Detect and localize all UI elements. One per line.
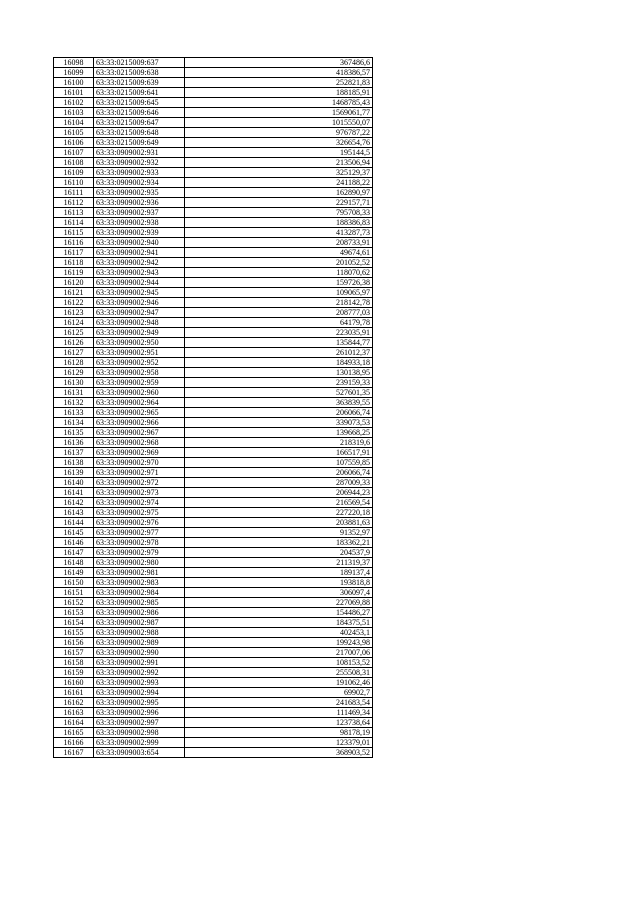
table-row bbox=[54, 318, 373, 328]
cadastral-value-cell: 204537,9 bbox=[185, 548, 373, 558]
cadastral-number-cell: 63:33:0909002:952 bbox=[94, 358, 185, 368]
cadastral-number-cell: 63:33:0909002:997 bbox=[94, 718, 185, 728]
row-number-cell: 16167 bbox=[54, 748, 94, 758]
row-number-cell: 16126 bbox=[54, 338, 94, 348]
cadastral-value-cell: 191062,46 bbox=[185, 678, 373, 688]
cadastral-value-cell: 216569,54 bbox=[185, 498, 373, 508]
cadastral-value-cell: 184933,18 bbox=[185, 358, 373, 368]
cadastral-value-cell: 227069,88 bbox=[185, 598, 373, 608]
row-number-cell: 16100 bbox=[54, 78, 94, 88]
row-number-cell: 16146 bbox=[54, 538, 94, 548]
cadastral-value-cell: 255508,31 bbox=[185, 668, 373, 678]
cadastral-value-cell: 109065,97 bbox=[185, 288, 373, 298]
table-row bbox=[54, 78, 373, 88]
cadastral-number-cell: 63:33:0909002:977 bbox=[94, 528, 185, 538]
row-number-cell: 16155 bbox=[54, 628, 94, 638]
cadastral-value-cell: 195144,5 bbox=[185, 148, 373, 158]
cadastral-value-cell: 418386,57 bbox=[185, 68, 373, 78]
table-row bbox=[54, 378, 373, 388]
cadastral-number-cell: 63:33:0909002:959 bbox=[94, 378, 185, 388]
cadastral-number-cell: 63:33:0909002:990 bbox=[94, 648, 185, 658]
row-number-cell: 16130 bbox=[54, 378, 94, 388]
table-row bbox=[54, 718, 373, 728]
cadastral-number-cell: 63:33:0909002:989 bbox=[94, 638, 185, 648]
cadastral-value-cell: 223035,91 bbox=[185, 328, 373, 338]
table-row bbox=[54, 678, 373, 688]
table-row bbox=[54, 118, 373, 128]
table-row bbox=[54, 438, 373, 448]
row-number-cell: 16138 bbox=[54, 458, 94, 468]
row-number-cell: 16145 bbox=[54, 528, 94, 538]
cadastral-number-cell: 63:33:0909002:949 bbox=[94, 328, 185, 338]
table-row bbox=[54, 108, 373, 118]
cadastral-value-cell: 795708,33 bbox=[185, 208, 373, 218]
row-number-cell: 16098 bbox=[54, 58, 94, 68]
cadastral-number-cell: 63:33:0909002:947 bbox=[94, 308, 185, 318]
cadastral-number-cell: 63:33:0909002:979 bbox=[94, 548, 185, 558]
row-number-cell: 16137 bbox=[54, 448, 94, 458]
cadastral-number-cell: 63:33:0909002:986 bbox=[94, 608, 185, 618]
row-number-cell: 16128 bbox=[54, 358, 94, 368]
cadastral-value-cell: 252821,83 bbox=[185, 78, 373, 88]
table-row bbox=[54, 208, 373, 218]
table-row bbox=[54, 368, 373, 378]
cadastral-value-cell: 123738,64 bbox=[185, 718, 373, 728]
table-row bbox=[54, 638, 373, 648]
cadastral-number-cell: 63:33:0909002:932 bbox=[94, 158, 185, 168]
cadastral-number-cell: 63:33:0909002:960 bbox=[94, 388, 185, 398]
row-number-cell: 16150 bbox=[54, 578, 94, 588]
cadastral-number-cell: 63:33:0215009:638 bbox=[94, 68, 185, 78]
cadastral-number-cell: 63:33:0215009:649 bbox=[94, 138, 185, 148]
table-row bbox=[54, 608, 373, 618]
row-number-cell: 16136 bbox=[54, 438, 94, 448]
row-number-cell: 16153 bbox=[54, 608, 94, 618]
cadastral-number-cell: 63:33:0909002:991 bbox=[94, 658, 185, 668]
cadastral-value-cell: 241188,22 bbox=[185, 178, 373, 188]
cadastral-number-cell: 63:33:0909002:980 bbox=[94, 558, 185, 568]
table-row bbox=[54, 328, 373, 338]
cadastral-number-cell: 63:33:0909003:654 bbox=[94, 748, 185, 758]
table-row bbox=[54, 268, 373, 278]
row-number-cell: 16154 bbox=[54, 618, 94, 628]
cadastral-value-cell: 208733,91 bbox=[185, 238, 373, 248]
table-row bbox=[54, 578, 373, 588]
table-row bbox=[54, 518, 373, 528]
row-number-cell: 16122 bbox=[54, 298, 94, 308]
row-number-cell: 16127 bbox=[54, 348, 94, 358]
cadastral-number-cell: 63:33:0909002:981 bbox=[94, 568, 185, 578]
cadastral-value-cell: 199243,98 bbox=[185, 638, 373, 648]
table-row bbox=[54, 748, 373, 758]
row-number-cell: 16132 bbox=[54, 398, 94, 408]
cadastral-number-cell: 63:33:0215009:637 bbox=[94, 58, 185, 68]
cadastral-value-cell: 193818,8 bbox=[185, 578, 373, 588]
row-number-cell: 16107 bbox=[54, 148, 94, 158]
cadastral-number-cell: 63:33:0909002:985 bbox=[94, 598, 185, 608]
table-row bbox=[54, 688, 373, 698]
cadastral-number-cell: 63:33:0909002:987 bbox=[94, 618, 185, 628]
table-row bbox=[54, 508, 373, 518]
cadastral-number-cell: 63:33:0909002:943 bbox=[94, 268, 185, 278]
cadastral-number-cell: 63:33:0909002:950 bbox=[94, 338, 185, 348]
row-number-cell: 16112 bbox=[54, 198, 94, 208]
cadastral-number-cell: 63:33:0215009:639 bbox=[94, 78, 185, 88]
table-row bbox=[54, 348, 373, 358]
table-row bbox=[54, 198, 373, 208]
cadastral-number-cell: 63:33:0909002:941 bbox=[94, 248, 185, 258]
table-row bbox=[54, 338, 373, 348]
cadastral-value-cell: 287009,33 bbox=[185, 478, 373, 488]
row-number-cell: 16125 bbox=[54, 328, 94, 338]
cadastral-value-cell: 367486,6 bbox=[185, 58, 373, 68]
cadastral-value-cell: 206066,74 bbox=[185, 468, 373, 478]
table-row bbox=[54, 288, 373, 298]
cadastral-number-cell: 63:33:0909002:996 bbox=[94, 708, 185, 718]
table-row bbox=[54, 88, 373, 98]
table-row bbox=[54, 478, 373, 488]
cadastral-value-cell: 111469,34 bbox=[185, 708, 373, 718]
cadastral-value-cell: 107559,85 bbox=[185, 458, 373, 468]
cadastral-number-cell: 63:33:0909002:968 bbox=[94, 438, 185, 448]
cadastral-number-cell: 63:33:0909002:976 bbox=[94, 518, 185, 528]
row-number-cell: 16140 bbox=[54, 478, 94, 488]
cadastral-number-cell: 63:33:0909002:994 bbox=[94, 688, 185, 698]
cadastral-value-cell: 326654,76 bbox=[185, 138, 373, 148]
cadastral-value-cell: 402453,1 bbox=[185, 628, 373, 638]
cadastral-value-cell: 203881,63 bbox=[185, 518, 373, 528]
cadastral-value-cell: 91352,97 bbox=[185, 528, 373, 538]
row-number-cell: 16099 bbox=[54, 68, 94, 78]
cadastral-value-cell: 211319,37 bbox=[185, 558, 373, 568]
row-number-cell: 16164 bbox=[54, 718, 94, 728]
cadastral-value-cell: 339073,53 bbox=[185, 418, 373, 428]
table-row bbox=[54, 738, 373, 748]
table-row bbox=[54, 358, 373, 368]
row-number-cell: 16144 bbox=[54, 518, 94, 528]
row-number-cell: 16147 bbox=[54, 548, 94, 558]
table-row bbox=[54, 238, 373, 248]
cadastral-number-cell: 63:33:0215009:647 bbox=[94, 118, 185, 128]
row-number-cell: 16160 bbox=[54, 678, 94, 688]
table-row bbox=[54, 698, 373, 708]
row-number-cell: 16152 bbox=[54, 598, 94, 608]
table-row bbox=[54, 58, 373, 68]
row-number-cell: 16149 bbox=[54, 568, 94, 578]
table-row bbox=[54, 98, 373, 108]
table-row bbox=[54, 458, 373, 468]
row-number-cell: 16151 bbox=[54, 588, 94, 598]
cadastral-number-cell: 63:33:0909002:948 bbox=[94, 318, 185, 328]
cadastral-value-cell: 69902,7 bbox=[185, 688, 373, 698]
cadastral-number-cell: 63:33:0909002:933 bbox=[94, 168, 185, 178]
cadastral-number-cell: 63:33:0909002:936 bbox=[94, 198, 185, 208]
cadastral-value-cell: 201052,52 bbox=[185, 258, 373, 268]
cadastral-number-cell: 63:33:0909002:935 bbox=[94, 188, 185, 198]
cadastral-number-cell: 63:33:0909002:939 bbox=[94, 228, 185, 238]
row-number-cell: 16166 bbox=[54, 738, 94, 748]
cadastral-number-cell: 63:33:0909002:974 bbox=[94, 498, 185, 508]
table-row bbox=[54, 428, 373, 438]
table-row bbox=[54, 598, 373, 608]
row-number-cell: 16101 bbox=[54, 88, 94, 98]
cadastral-number-cell: 63:33:0909002:966 bbox=[94, 418, 185, 428]
table-row bbox=[54, 618, 373, 628]
cadastral-value-cell: 118070,62 bbox=[185, 268, 373, 278]
cadastral-value-cell: 229157,71 bbox=[185, 198, 373, 208]
cadastral-number-cell: 63:33:0909002:973 bbox=[94, 488, 185, 498]
cadastral-number-cell: 63:33:0215009:641 bbox=[94, 88, 185, 98]
row-number-cell: 16116 bbox=[54, 238, 94, 248]
table-row bbox=[54, 728, 373, 738]
cadastral-value-cell: 363839,55 bbox=[185, 398, 373, 408]
table-row bbox=[54, 418, 373, 428]
table-row bbox=[54, 498, 373, 508]
cadastral-value-cell: 206944,23 bbox=[185, 488, 373, 498]
row-number-cell: 16163 bbox=[54, 708, 94, 718]
row-number-cell: 16120 bbox=[54, 278, 94, 288]
table-row bbox=[54, 278, 373, 288]
table-row bbox=[54, 488, 373, 498]
row-number-cell: 16109 bbox=[54, 168, 94, 178]
cadastral-number-cell: 63:33:0909002:946 bbox=[94, 298, 185, 308]
cadastral-value-table bbox=[53, 57, 373, 758]
table-row bbox=[54, 538, 373, 548]
cadastral-number-cell: 63:33:0909002:998 bbox=[94, 728, 185, 738]
row-number-cell: 16106 bbox=[54, 138, 94, 148]
cadastral-number-cell: 63:33:0909002:999 bbox=[94, 738, 185, 748]
cadastral-value-cell: 108153,52 bbox=[185, 658, 373, 668]
table-row bbox=[54, 138, 373, 148]
cadastral-value-cell: 218319,6 bbox=[185, 438, 373, 448]
table-row bbox=[54, 628, 373, 638]
cadastral-value-cell: 64179,78 bbox=[185, 318, 373, 328]
table-row bbox=[54, 68, 373, 78]
table-row bbox=[54, 648, 373, 658]
cadastral-value-cell: 213506,94 bbox=[185, 158, 373, 168]
cadastral-value-cell: 227220,18 bbox=[185, 508, 373, 518]
table-row bbox=[54, 298, 373, 308]
cadastral-value-cell: 123379,01 bbox=[185, 738, 373, 748]
cadastral-value-cell: 976787,22 bbox=[185, 128, 373, 138]
row-number-cell: 16135 bbox=[54, 428, 94, 438]
cadastral-number-cell: 63:33:0215009:646 bbox=[94, 108, 185, 118]
cadastral-number-cell: 63:33:0909002:937 bbox=[94, 208, 185, 218]
table-row bbox=[54, 228, 373, 238]
row-number-cell: 16156 bbox=[54, 638, 94, 648]
cadastral-value-cell: 208777,03 bbox=[185, 308, 373, 318]
cadastral-number-cell: 63:33:0909002:965 bbox=[94, 408, 185, 418]
row-number-cell: 16119 bbox=[54, 268, 94, 278]
row-number-cell: 16117 bbox=[54, 248, 94, 258]
table-row bbox=[54, 588, 373, 598]
table-row bbox=[54, 178, 373, 188]
cadastral-value-cell: 183362,21 bbox=[185, 538, 373, 548]
row-number-cell: 16113 bbox=[54, 208, 94, 218]
cadastral-number-cell: 63:33:0909002:958 bbox=[94, 368, 185, 378]
cadastral-value-cell: 98178,19 bbox=[185, 728, 373, 738]
cadastral-value-cell: 218142,78 bbox=[185, 298, 373, 308]
table-row bbox=[54, 708, 373, 718]
cadastral-value-cell: 527601,35 bbox=[185, 388, 373, 398]
cadastral-value-cell: 154486,27 bbox=[185, 608, 373, 618]
cadastral-number-cell: 63:33:0909002:988 bbox=[94, 628, 185, 638]
row-number-cell: 16110 bbox=[54, 178, 94, 188]
table-row bbox=[54, 398, 373, 408]
table-row bbox=[54, 248, 373, 258]
table-row bbox=[54, 188, 373, 198]
cadastral-number-cell: 63:33:0909002:993 bbox=[94, 678, 185, 688]
cadastral-value-cell: 135844,77 bbox=[185, 338, 373, 348]
cadastral-number-cell: 63:33:0215009:648 bbox=[94, 128, 185, 138]
row-number-cell: 16108 bbox=[54, 158, 94, 168]
row-number-cell: 16102 bbox=[54, 98, 94, 108]
cadastral-value-cell: 239159,33 bbox=[185, 378, 373, 388]
row-number-cell: 16123 bbox=[54, 308, 94, 318]
table-row bbox=[54, 528, 373, 538]
cadastral-number-cell: 63:33:0909002:992 bbox=[94, 668, 185, 678]
row-number-cell: 16111 bbox=[54, 188, 94, 198]
row-number-cell: 16104 bbox=[54, 118, 94, 128]
table-row bbox=[54, 558, 373, 568]
cadastral-value-cell: 189137,4 bbox=[185, 568, 373, 578]
cadastral-value-cell: 306097,4 bbox=[185, 588, 373, 598]
table-row bbox=[54, 408, 373, 418]
cadastral-number-cell: 63:33:0909002:972 bbox=[94, 478, 185, 488]
cadastral-value-cell: 261012,37 bbox=[185, 348, 373, 358]
table-row bbox=[54, 308, 373, 318]
cadastral-number-cell: 63:33:0909002:967 bbox=[94, 428, 185, 438]
cadastral-number-cell: 63:33:0909002:940 bbox=[94, 238, 185, 248]
cadastral-value-cell: 130138,95 bbox=[185, 368, 373, 378]
table-row bbox=[54, 218, 373, 228]
table-row bbox=[54, 158, 373, 168]
row-number-cell: 16165 bbox=[54, 728, 94, 738]
cadastral-number-cell: 63:33:0909002:938 bbox=[94, 218, 185, 228]
cadastral-number-cell: 63:33:0909002:984 bbox=[94, 588, 185, 598]
cadastral-number-cell: 63:33:0909002:942 bbox=[94, 258, 185, 268]
row-number-cell: 16103 bbox=[54, 108, 94, 118]
cadastral-number-cell: 63:33:0909002:931 bbox=[94, 148, 185, 158]
cadastral-number-cell: 63:33:0215009:645 bbox=[94, 98, 185, 108]
cadastral-number-cell: 63:33:0909002:978 bbox=[94, 538, 185, 548]
row-number-cell: 16133 bbox=[54, 408, 94, 418]
cadastral-value-cell: 184375,51 bbox=[185, 618, 373, 628]
row-number-cell: 16142 bbox=[54, 498, 94, 508]
row-number-cell: 16114 bbox=[54, 218, 94, 228]
cadastral-number-cell: 63:33:0909002:975 bbox=[94, 508, 185, 518]
cadastral-value-cell: 241683,54 bbox=[185, 698, 373, 708]
cadastral-value-cell: 162890,97 bbox=[185, 188, 373, 198]
cadastral-number-cell: 63:33:0909002:944 bbox=[94, 278, 185, 288]
row-number-cell: 16158 bbox=[54, 658, 94, 668]
table-row bbox=[54, 168, 373, 178]
cadastral-number-cell: 63:33:0909002:951 bbox=[94, 348, 185, 358]
cadastral-number-cell: 63:33:0909002:971 bbox=[94, 468, 185, 478]
cadastral-number-cell: 63:33:0909002:934 bbox=[94, 178, 185, 188]
row-number-cell: 16161 bbox=[54, 688, 94, 698]
cadastral-value-cell: 166517,91 bbox=[185, 448, 373, 458]
table-row bbox=[54, 128, 373, 138]
row-number-cell: 16105 bbox=[54, 128, 94, 138]
cadastral-number-cell: 63:33:0909002:964 bbox=[94, 398, 185, 408]
row-number-cell: 16157 bbox=[54, 648, 94, 658]
table-row bbox=[54, 388, 373, 398]
table-row bbox=[54, 568, 373, 578]
cadastral-value-cell: 413287,73 bbox=[185, 228, 373, 238]
row-number-cell: 16134 bbox=[54, 418, 94, 428]
cadastral-number-cell: 63:33:0909002:995 bbox=[94, 698, 185, 708]
row-number-cell: 16121 bbox=[54, 288, 94, 298]
cadastral-value-cell: 217007,06 bbox=[185, 648, 373, 658]
cadastral-value-cell: 368903,52 bbox=[185, 748, 373, 758]
row-number-cell: 16124 bbox=[54, 318, 94, 328]
table-body bbox=[54, 58, 373, 758]
table-row bbox=[54, 148, 373, 158]
cadastral-number-cell: 63:33:0909002:969 bbox=[94, 448, 185, 458]
cadastral-value-cell: 1468785,43 bbox=[185, 98, 373, 108]
row-number-cell: 16141 bbox=[54, 488, 94, 498]
cadastral-number-cell: 63:33:0909002:983 bbox=[94, 578, 185, 588]
table-row bbox=[54, 258, 373, 268]
row-number-cell: 16148 bbox=[54, 558, 94, 568]
table-row bbox=[54, 448, 373, 458]
row-number-cell: 16139 bbox=[54, 468, 94, 478]
row-number-cell: 16143 bbox=[54, 508, 94, 518]
cadastral-value-cell: 325129,37 bbox=[185, 168, 373, 178]
row-number-cell: 16159 bbox=[54, 668, 94, 678]
table-row bbox=[54, 668, 373, 678]
cadastral-value-cell: 49674,61 bbox=[185, 248, 373, 258]
cadastral-number-cell: 63:33:0909002:945 bbox=[94, 288, 185, 298]
table-row bbox=[54, 548, 373, 558]
row-number-cell: 16118 bbox=[54, 258, 94, 268]
cadastral-value-cell: 188386,83 bbox=[185, 218, 373, 228]
cadastral-value-cell: 1569061,77 bbox=[185, 108, 373, 118]
row-number-cell: 16162 bbox=[54, 698, 94, 708]
cadastral-value-cell: 1015550,07 bbox=[185, 118, 373, 128]
row-number-cell: 16131 bbox=[54, 388, 94, 398]
cadastral-value-cell: 188185,91 bbox=[185, 88, 373, 98]
row-number-cell: 16115 bbox=[54, 228, 94, 238]
cadastral-value-cell: 159726,38 bbox=[185, 278, 373, 288]
cadastral-value-cell: 139668,25 bbox=[185, 428, 373, 438]
cadastral-value-cell: 206066,74 bbox=[185, 408, 373, 418]
cadastral-number-cell: 63:33:0909002:970 bbox=[94, 458, 185, 468]
row-number-cell: 16129 bbox=[54, 368, 94, 378]
table-row bbox=[54, 658, 373, 668]
table-row bbox=[54, 468, 373, 478]
